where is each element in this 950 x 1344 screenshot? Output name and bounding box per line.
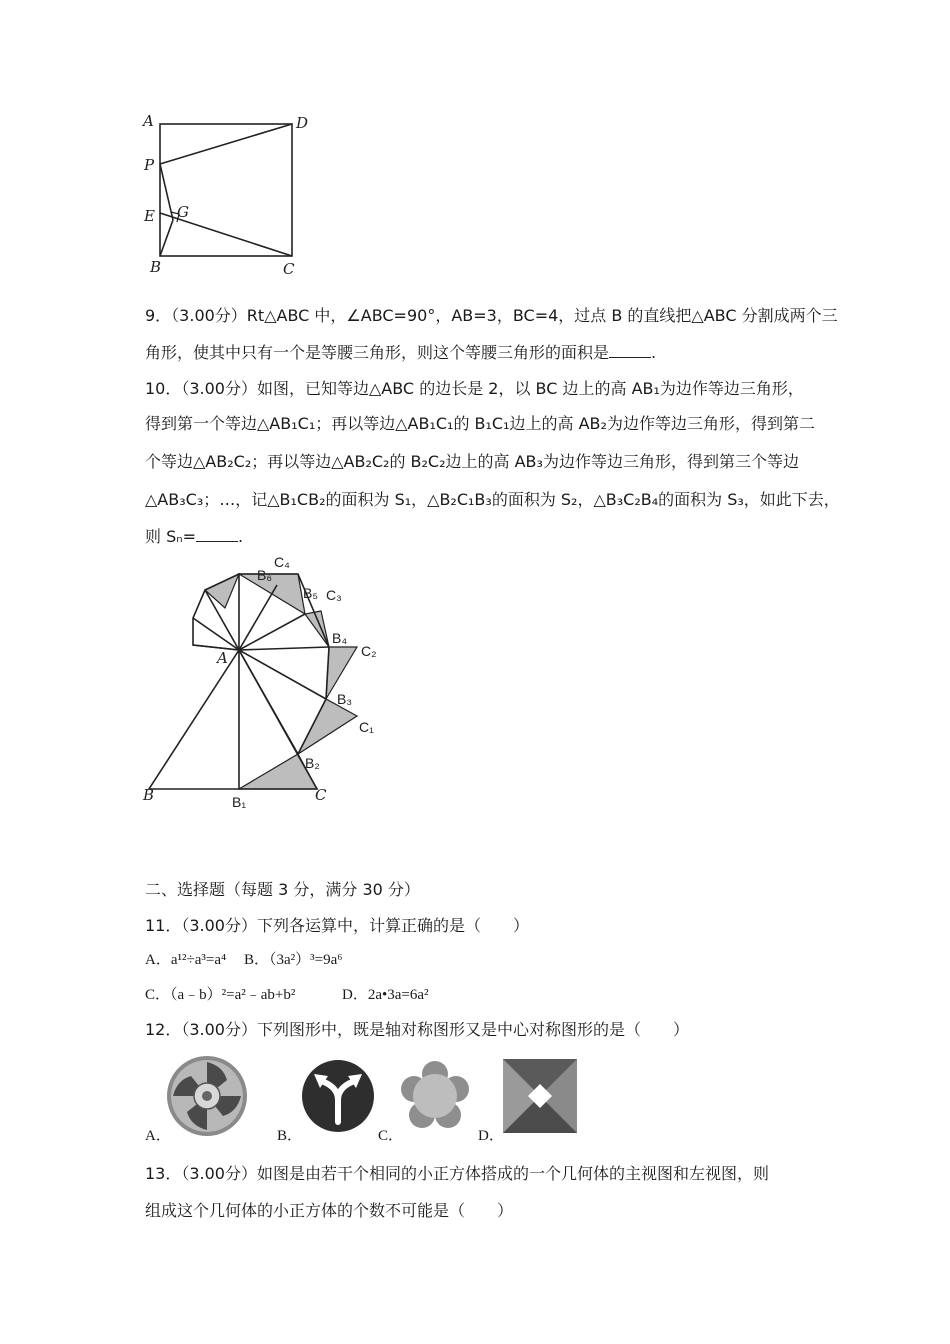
q10-line3: 个等边△AB₂C₂；再以等边△AB₂C₂的 B₂C₂边上的高 AB₃为边作等边三角形，得到第三个等边 <box>145 452 799 471</box>
segment-pd <box>160 124 292 164</box>
label-a: A <box>143 112 154 130</box>
label-c3: C₃ <box>326 587 342 603</box>
segment-ab2 <box>239 650 298 754</box>
q12-figure-a[interactable] <box>165 1054 249 1138</box>
label-p: P <box>144 156 155 174</box>
q10-line4: △AB₃C₃；…，记△B₁CB₂的面积为 S₁，△B₂C₁B₃的面积为 S₂，△B₃C₂B₄的面积为 S₃，如此下去， <box>145 490 840 509</box>
segment-pg <box>160 164 173 220</box>
section2-title: 二、选择题（每题 3 分，满分 30 分） <box>145 880 420 899</box>
label-b2: B₂ <box>305 755 320 771</box>
label-c4: C₄ <box>274 554 290 570</box>
q12-figure-c[interactable] <box>399 1060 471 1132</box>
label-c: C <box>315 786 327 804</box>
q12-label-c: C． <box>378 1128 404 1144</box>
q12-label-d: D． <box>478 1128 504 1144</box>
label-b5: B₅ <box>303 585 318 601</box>
q10-line5 <box>145 524 243 547</box>
label-b: B <box>150 258 162 276</box>
label-e: E <box>144 207 155 225</box>
segment-ab4 <box>239 647 329 650</box>
label-a: A <box>217 649 228 667</box>
shaded-triangle-2 <box>298 699 357 754</box>
label-c2: C₂ <box>361 643 377 659</box>
q10-line2: 得到第一个等边△AB₁C₁；再以等边△AB₁C₁的 B₁C₁边上的高 AB₂为边作等边三角形，得到第二 <box>145 414 815 433</box>
shaded-triangle-6 <box>205 574 239 608</box>
segment-bg <box>160 220 173 256</box>
q11-stem: 11．（3.00分）下列各运算中，计算正确的是（ ） <box>145 916 529 935</box>
q11-option-b[interactable]: B．（3a²）³=9a⁶ <box>244 952 343 968</box>
spiral-triangles-figure <box>135 550 395 815</box>
q10-line5-text: 则 Sₙ= <box>145 527 197 546</box>
label-b3: B₃ <box>337 691 353 707</box>
q10-end: . <box>238 527 244 546</box>
q10-line1: 10．（3.00分）如图，已知等边△ABC 的边长是 2，以 BC 边上的高 AB₁为边作等边三角形， <box>145 379 804 398</box>
q13-line2: 组成这个几何体的小正方体的个数不可能是（ ） <box>145 1201 514 1220</box>
q12-figure-b[interactable] <box>300 1058 376 1134</box>
label-c1: C₁ <box>359 719 374 735</box>
q12-label-a: A． <box>145 1128 171 1144</box>
q13-line1: 13．（3.00分）如图是由若干个相同的小正方体搭成的一个几何体的主视图和左视图，则 <box>145 1164 769 1183</box>
label-b6: B₆ <box>257 567 272 583</box>
q12-stem: 12．（3.00分）下列图形中，既是轴对称图形又是中心对称图形的是（ ） <box>145 1020 689 1039</box>
q9-line2-text: 角形，使其中只有一个是等腰三角形，则这个等腰三角形的面积是 <box>145 343 610 362</box>
q12-figure-d[interactable] <box>502 1058 578 1134</box>
q11-option-c[interactable]: C．（a﹣b）²=a²﹣ab+b² <box>145 987 296 1003</box>
q9-line2 <box>145 340 656 363</box>
q9-answer-blank <box>609 343 651 358</box>
label-d: D <box>296 114 309 132</box>
label-c: C <box>283 260 295 278</box>
q12-label-b: B． <box>277 1128 303 1144</box>
label-g: G <box>177 203 189 221</box>
label-b: B <box>143 786 155 804</box>
q9-end: . <box>651 343 657 362</box>
label-b1: B₁ <box>232 794 247 810</box>
shaded-triangle-4 <box>305 611 329 647</box>
q9-line1: 9．（3.00分）Rt△ABC 中，∠ABC=90°，AB=3，BC=4，过点 B 的直线把△ABC 分割成两个三 <box>145 306 838 325</box>
label-b4: B₄ <box>332 630 348 646</box>
q11-option-a[interactable]: A．a¹²÷a³=a⁴ <box>145 952 227 968</box>
q11-option-d[interactable]: D．2a•3a=6a² <box>342 987 429 1003</box>
square-figure <box>135 108 325 283</box>
q10-answer-blank <box>196 527 238 542</box>
